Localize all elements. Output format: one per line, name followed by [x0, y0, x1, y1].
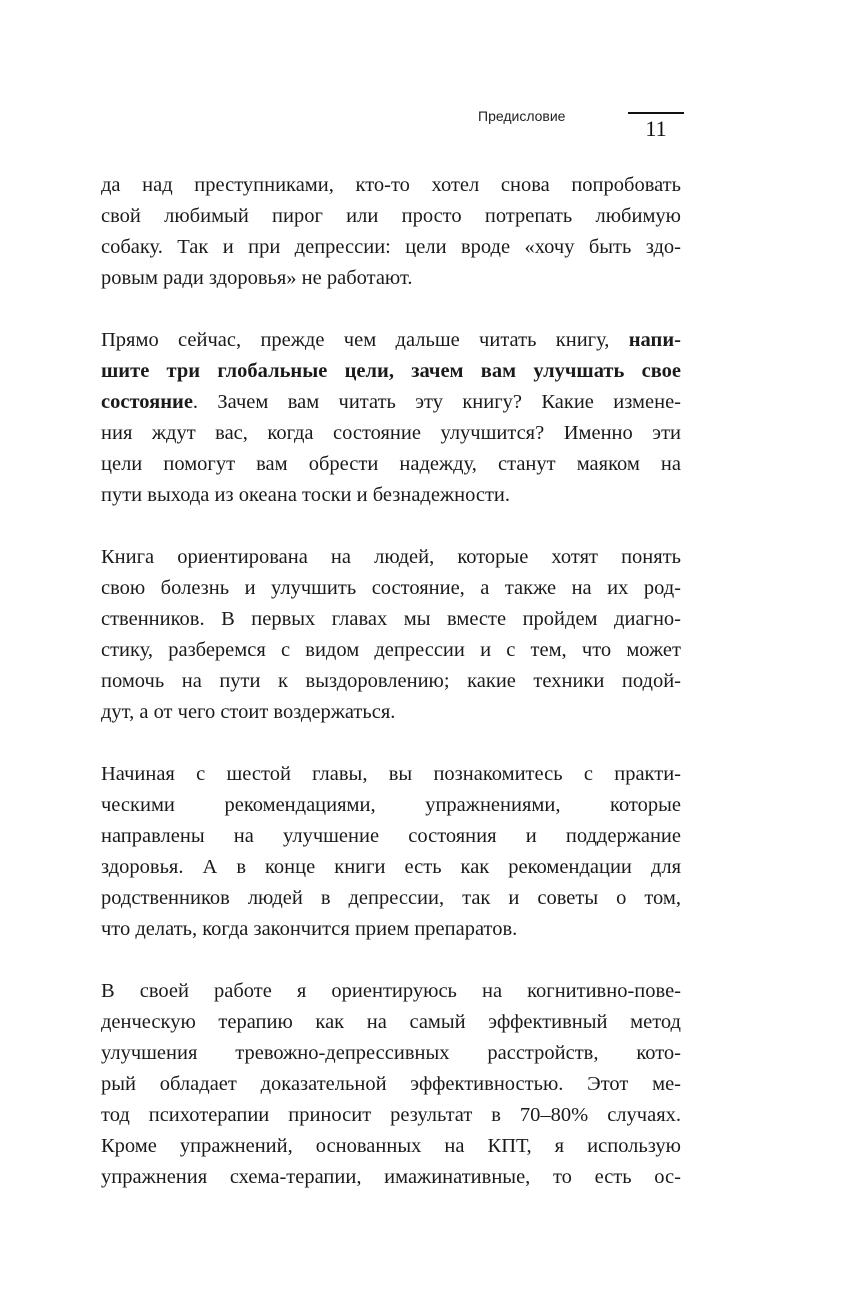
text-line: да над преступниками, кто-то хотел снова попробовать	[101, 174, 681, 196]
text-line: что делать, когда закончится прием препаратов.	[101, 918, 518, 940]
paragraph-2	[101, 325, 681, 511]
text-line: ровым ради здоровья» не работают.	[101, 267, 413, 289]
text-line: родственников людей в депрессии, так и советы о том,	[101, 887, 681, 909]
body-text	[101, 170, 681, 1193]
text-line: Начиная с шестой главы, вы познакомитесь с практи-	[101, 763, 681, 785]
text-line	[101, 387, 681, 418]
text-line: упражнения схема-терапии, имажинативные, то есть ос-	[101, 1166, 681, 1188]
text-line: улучшения тревожно-депрессивных расстройств, кото-	[101, 1042, 681, 1064]
text-line: свою болезнь и улучшить состояние, а также на их род-	[101, 577, 681, 599]
paragraph-3	[101, 542, 681, 728]
text-line: помочь на пути к выздоровлению; какие техники подой-	[101, 670, 681, 692]
text-line: здоровья. А в конце книги есть как рекомендации для	[101, 856, 681, 878]
text-line: свой любимый пирог или просто потрепать любимую	[101, 205, 681, 227]
text-line: рый обладает доказательной эффективностью. Этот ме-	[101, 1073, 681, 1095]
text-line: стику, разберемся с видом депрессии и с тем, что может	[101, 639, 681, 661]
text-line: ственников. В первых главах мы вместе пройдем диагно-	[101, 608, 681, 630]
paragraph-1	[101, 170, 681, 294]
text-run: . Зачем вам читать эту книгу? Какие измене-	[192, 391, 681, 413]
text-line: ния ждут вас, когда состояние улучшится? Именно эти	[101, 422, 681, 444]
running-head	[0, 0, 844, 160]
paragraph-4	[101, 759, 681, 945]
bold-line: шите три глобальные цели, зачем вам улучшать свое	[101, 360, 681, 382]
text-line: собаку. Так и при депрессии: цели вроде «хочу быть здо-	[101, 236, 681, 258]
text-line: Книга ориентирована на людей, которые хотят понять	[101, 546, 681, 568]
text-line: цели помогут вам обрести надежду, станут маяком на	[101, 453, 681, 475]
running-title: Предисловие	[478, 108, 566, 124]
text-line: денческую терапию как на самый эффективный метод	[101, 1011, 681, 1033]
text-line: тод психотерапии приносит результат в 70–80% случаях.	[101, 1104, 681, 1126]
bold-run: напи-	[628, 329, 681, 351]
folio-rule	[628, 112, 684, 114]
paragraph-5	[101, 976, 681, 1193]
text-line: направлены на улучшение состояния и поддержание	[101, 825, 681, 847]
text-line: ческими рекомендациями, упражнениями, которые	[101, 794, 681, 816]
bold-run: состояние	[101, 391, 193, 413]
text-line: В своей работе я ориентируюсь на когнитивно-пове-	[101, 980, 681, 1002]
text-line	[101, 325, 681, 356]
text-line: дут, а от чего стоит воздержаться.	[101, 701, 396, 723]
text-line: Кроме упражнений, основанных на КПТ, я использую	[101, 1135, 681, 1157]
page-number: 11	[645, 116, 667, 141]
text-run: Прямо сейчас, прежде чем дальше читать книгу,	[101, 329, 629, 351]
text-line: пути выхода из океана тоски и безнадежности.	[101, 484, 510, 506]
